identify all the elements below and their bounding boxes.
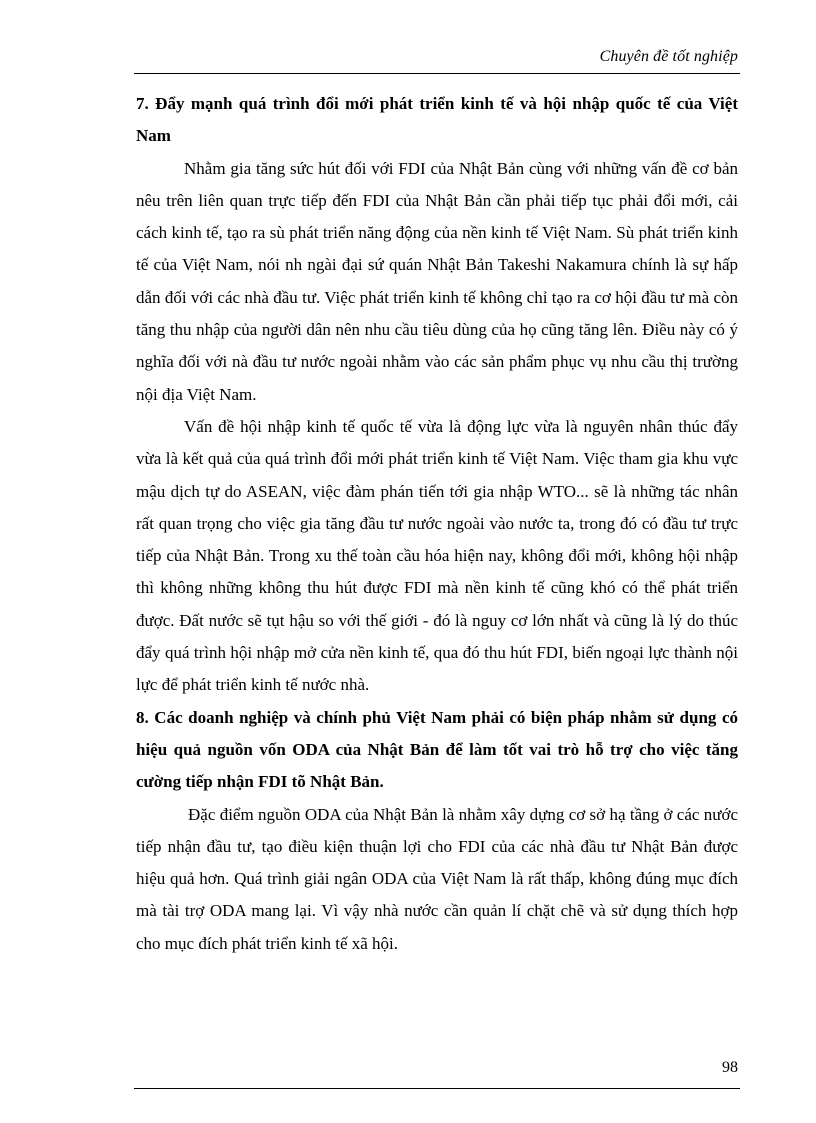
page-number: 98 — [722, 1059, 738, 1076]
section-8 — [136, 702, 738, 960]
section-7 — [136, 88, 738, 702]
running-header: Chuyên đề tốt nghiệp — [599, 48, 738, 65]
document-body — [136, 88, 738, 960]
header-rule — [134, 73, 740, 74]
body-paragraph: Đặc điểm nguồn ODA của Nhật Bản là nhằm xây dựng cơ sở hạ tầng ở các nước tiếp nhận đầu tư, tạo điều kiện thuận lợi cho FDI của các nhà đầu tư Nhật Bản được hiệu quả hơn. Quá trình giải ngân ODA của Việt Nam là rất thấp, không đúng mục đích mà tài trợ ODA mang lại. Vì vậy nhà nước cần quản lí chặt chẽ và sử dụng thích hợp cho mục đích phát triển kinh tế xã hội. — [136, 804, 738, 953]
body-paragraph: Nhằm gia tăng sức hút đối với FDI của Nhật Bản cùng với những vấn đề cơ bản nêu trên liên quan trực tiếp đến FDI của Nhật Bản cần phải tiếp tục phải đổi mới, cải cách kinh tế, tạo ra sù phát triển năng động của nền kinh tế Việt Nam. Sù phát triển kinh tế của Việt Nam, nói nh ngài đại sứ quán Nhật Bản Takeshi Nakamura chính là sự hấp dẫn đối với các nhà đầu tư. Việc phát triển kinh tế không chỉ tạo ra cơ hội đầu tư mà còn tăng thu nhập của người dân nên nhu cầu tiêu dùng của họ cũng tăng lên. Điều này có ý nghĩa đối với nà đầu tư nước ngoài nhằm vào các sản phẩm phục vụ nhu cầu thị trường nội địa Việt Nam. — [136, 158, 738, 404]
section-heading: 8. Các doanh nghiệp và chính phủ Việt Nam phải có biện pháp nhằm sử dụng có hiệu quả nguồn vốn ODA của Nhật Bản để làm tốt vai trò hỗ trợ cho việc tăng cường tiếp nhận FDI tõ Nhật Bản. — [136, 707, 738, 792]
section-heading: 7. Đẩy mạnh quá trình đổi mới phát triển kinh tế và hội nhập quốc tế của Việt Nam — [136, 94, 738, 146]
body-paragraph: Vấn đề hội nhập kinh tế quốc tế vừa là động lực vừa là nguyên nhân thúc đẩy vừa là kết quả của quá trình đổi mới phát triển kinh tế Việt Nam. Việc tham gia khu vực mậu dịch tự do ASEAN, việc đàm phán tiến tới gia nhập WTO... sẽ là những tác nhân rất quan trọng cho việc gia tăng đầu tư nước ngoài vào nước ta, trong đó có đầu tư trực tiếp của Nhật Bản. Trong xu thế toàn cầu hóa hiện nay, không đổi mới, không hội nhập thì không những không thu hút được FDI mà nền kinh tế cũng khó có thể phát triển được. Đất nước sẽ tụt hậu so với thế giới - đó là nguy cơ lớn nhất và cũng là lý do thúc đẩy quá trình hội nhập mở cửa nền kinh tế, qua đó thu hút FDI, biến ngoại lực thành nội lực để phát triển kinh tế nước nhà. — [136, 416, 738, 695]
footer-rule — [134, 1088, 740, 1089]
